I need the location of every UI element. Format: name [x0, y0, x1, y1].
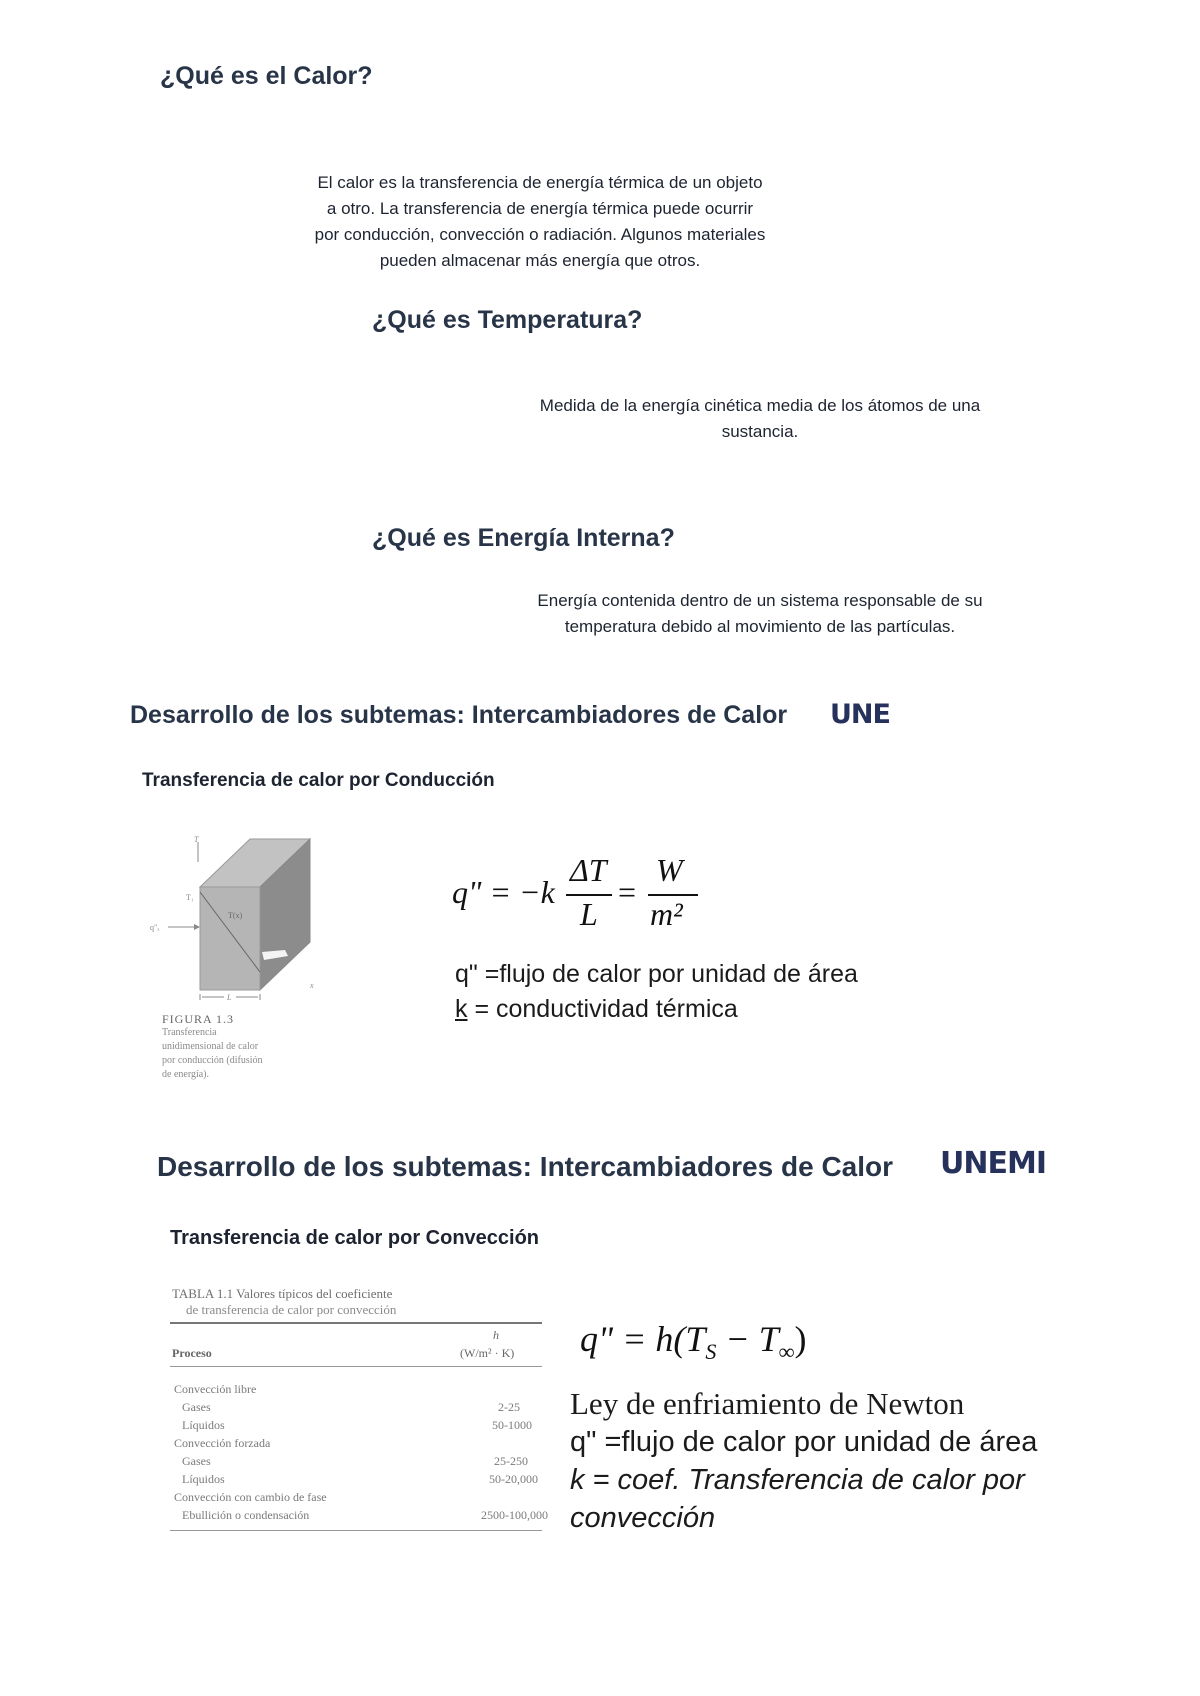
- convection-table: [168, 1286, 548, 1540]
- figure-caption-line-4: de energía).: [162, 1069, 210, 1080]
- newton-equation: [580, 1318, 806, 1365]
- convection-def-2: k = coef. Transferencia de calor por: [570, 1464, 1025, 1496]
- axis-t-label: T: [194, 835, 199, 844]
- table-row-process: Convección con cambio de fase: [174, 1490, 327, 1504]
- conduction-def-2: [455, 995, 738, 1024]
- table-row: [168, 1472, 548, 1490]
- table-row: [168, 1418, 548, 1436]
- energia-interna-text: [470, 588, 1050, 640]
- figure-caption-line-3: por conducción (difusión: [162, 1055, 263, 1066]
- table-row: [168, 1490, 548, 1508]
- temperatura-title: ¿Qué es Temperatura?: [372, 306, 643, 334]
- newton-law: Ley de enfriamiento de Newton: [570, 1386, 965, 1421]
- table-row-process: Convección libre: [174, 1382, 257, 1396]
- x-label: x: [310, 981, 314, 990]
- calor-line-1: El calor es la transferencia de energía térmica de un objeto: [317, 173, 763, 192]
- tx-label: T(x): [228, 911, 243, 920]
- energia-interna-title: ¿Qué es Energía Interna?: [372, 524, 675, 552]
- temperatura-line-1: Medida de la energía cinética media de los átomos de una: [539, 396, 981, 415]
- table-row-process: Gases: [182, 1400, 211, 1414]
- table-row: [168, 1436, 548, 1454]
- figure-caption: [162, 1012, 263, 1082]
- slide2-title: Desarrollo de los subtemas: Intercambiadores de Calor: [157, 1151, 894, 1182]
- figure-caption-title: FIGURA 1.3: [162, 1012, 235, 1026]
- l-label: L: [227, 993, 232, 1002]
- newton-eq-end: ): [794, 1319, 807, 1359]
- calor-text: [240, 170, 840, 274]
- table-row-process: Ebullición o condensación: [182, 1508, 310, 1522]
- table-row-value: 25-250: [494, 1454, 528, 1468]
- slide1-title: Desarrollo de los subtemas: Intercambiadores de Calor: [130, 701, 788, 729]
- table-title-1: TABLA 1.1 Valores típicos del coeficiente: [172, 1286, 393, 1301]
- table-top-rule: [170, 1322, 542, 1324]
- fourier-eq-sign: =: [618, 874, 637, 910]
- slide2-logo: UNEMI: [940, 1146, 1046, 1181]
- slide1-logo: UNE: [830, 699, 890, 730]
- energia-interna-line-1: Energía contenida dentro de un sistema responsable de su: [537, 591, 983, 610]
- table-col-units: (W/m² · K): [460, 1346, 515, 1360]
- newton-eq-mid: − T: [716, 1319, 779, 1359]
- calor-line-2: a otro. La transferencia de energía térmica puede ocurrir: [326, 199, 754, 218]
- fourier-lhs: q" = −k: [452, 874, 555, 910]
- calor-line-4: pueden almacenar más energía que otros.: [379, 251, 701, 270]
- calor-line-3: por conducción, convección o radiación. Algunos materiales: [314, 225, 766, 244]
- table-row-value: 2-25: [498, 1400, 520, 1414]
- table-col-h: h: [493, 1328, 499, 1342]
- figure-caption-line-2: unidimensional de calor: [162, 1041, 259, 1052]
- table-row: [168, 1508, 548, 1526]
- table-row-value: 50-1000: [492, 1418, 532, 1432]
- table-row-process: Gases: [182, 1454, 211, 1468]
- conduction-def-1: q" =flujo de calor por unidad de área: [455, 960, 858, 988]
- fourier-frac1-den: L: [580, 896, 598, 932]
- convection-def-1: q" =flujo de calor por unidad de área: [570, 1426, 1038, 1458]
- table-row-process: Líquidos: [182, 1418, 225, 1432]
- table-header-rule: [170, 1366, 542, 1367]
- q-label: q"ₓ: [150, 923, 160, 932]
- k-definition: = conductividad térmica: [474, 995, 738, 1023]
- table-col-process: Proceso: [172, 1346, 212, 1360]
- table-row-process: Convección forzada: [174, 1436, 271, 1450]
- conduction-figure: [150, 832, 320, 1002]
- fourier-frac1-num: ΔT: [570, 852, 607, 888]
- table-title-2: de transferencia de calor por convección: [186, 1302, 397, 1317]
- table-row: [168, 1454, 548, 1472]
- temperatura-text: [470, 393, 1050, 445]
- table-bottom-rule: [170, 1530, 542, 1531]
- slide1-subtitle: Transferencia de calor por Conducción: [142, 770, 495, 791]
- calor-title: ¿Qué es el Calor?: [160, 62, 373, 90]
- t1-label: T₁: [186, 893, 194, 902]
- fourier-frac2-num: W: [656, 852, 683, 888]
- temperatura-line-2: sustancia.: [721, 422, 799, 441]
- energia-interna-line-2: temperatura debido al movimiento de las partículas.: [564, 617, 956, 636]
- table-row-value: 2500-100,000: [481, 1508, 548, 1522]
- newton-sub-s: S: [705, 1339, 717, 1365]
- table-row: [168, 1400, 548, 1418]
- fourier-frac2-den: m²: [650, 896, 683, 932]
- table-row-value: 50-20,000: [489, 1472, 538, 1486]
- convection-def-3: convección: [570, 1502, 716, 1534]
- table-row: [168, 1382, 548, 1400]
- newton-sub-inf: ∞: [778, 1339, 795, 1365]
- newton-eq-lhs: q" = h(T: [580, 1319, 706, 1359]
- table-row-process: Líquidos: [182, 1472, 225, 1486]
- k-symbol: k: [455, 995, 468, 1023]
- slide2-subtitle: Transferencia de calor por Convección: [170, 1227, 540, 1249]
- figure-caption-line-1: Transferencia: [162, 1027, 217, 1038]
